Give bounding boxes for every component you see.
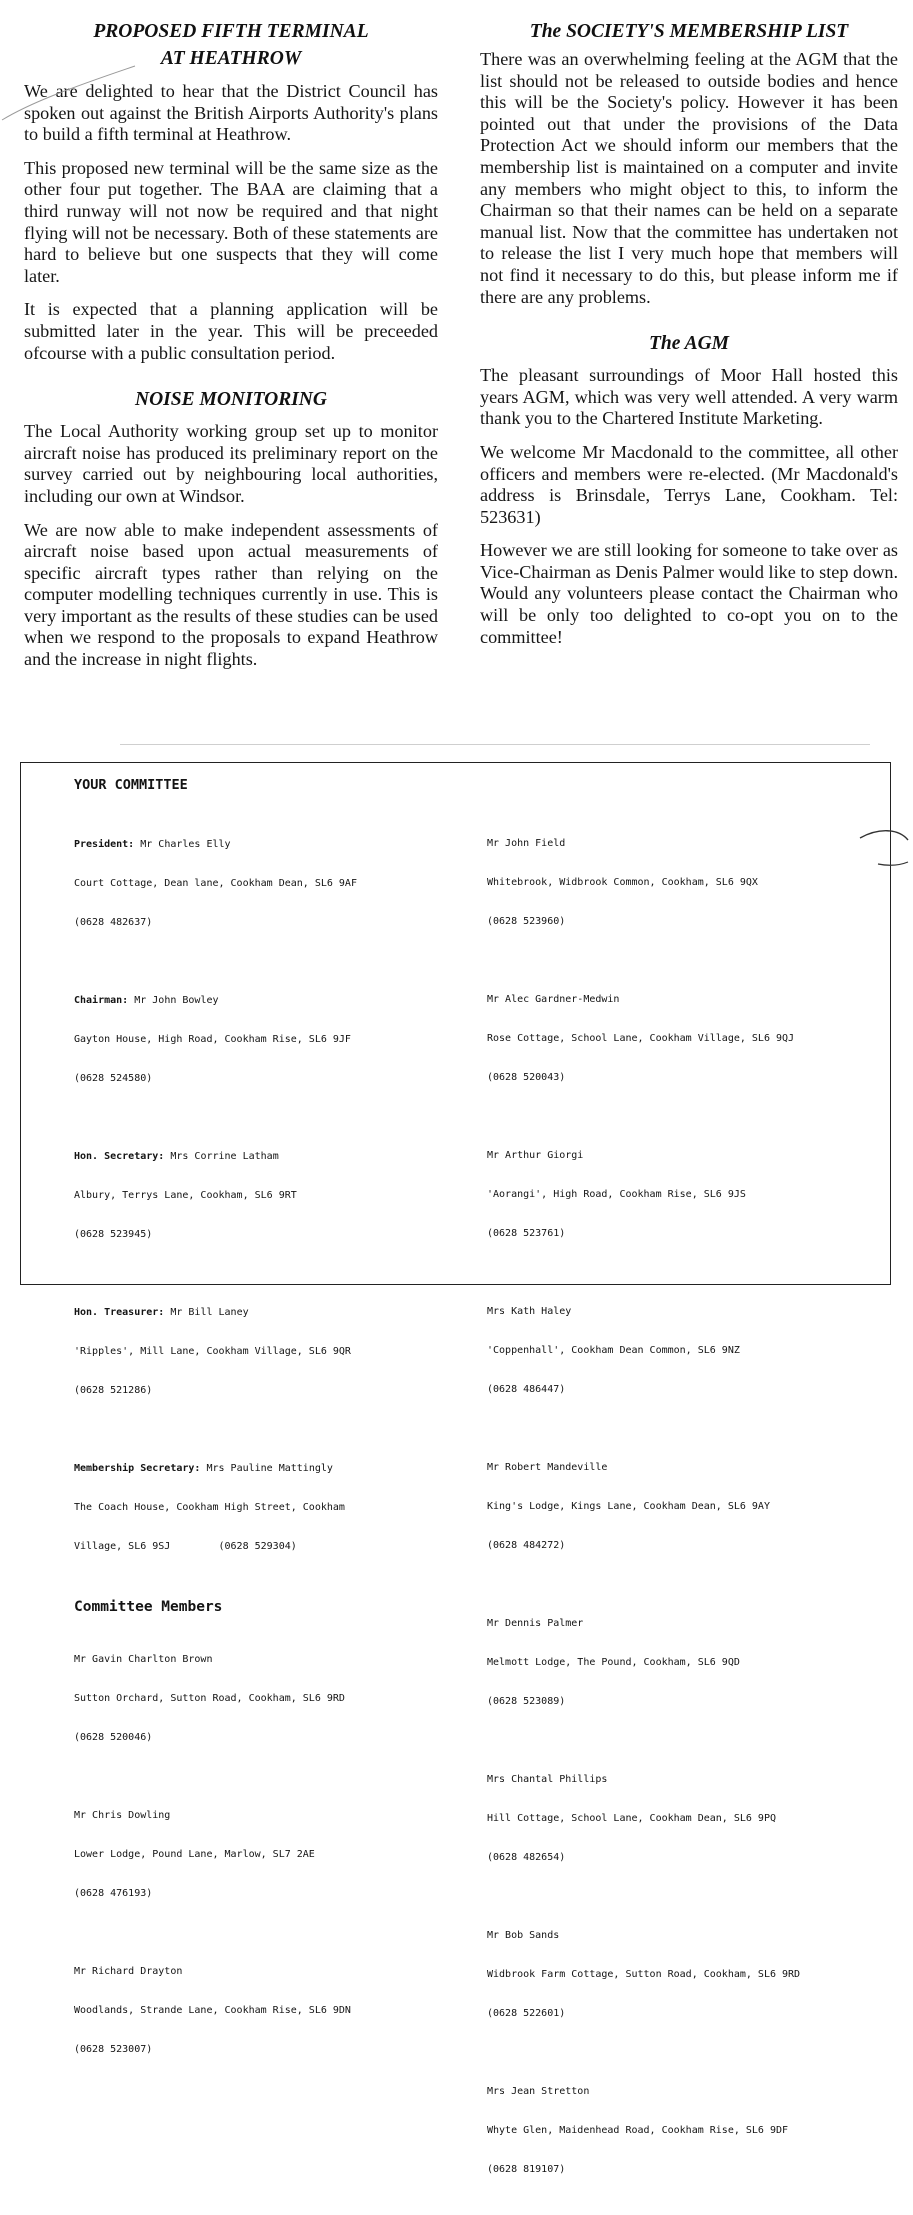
officer-role: Chairman: [74, 995, 129, 1006]
committee-title: YOUR COMMITTEE [74, 777, 188, 793]
member-name: Mr Robert Mandeville [487, 1462, 608, 1473]
member-address: Widbrook Farm Cottage, Sutton Road, Cookham, SL6 9RD [487, 1969, 801, 1980]
member-phone: (0628 523007) [74, 2044, 153, 2055]
member-phone: (0628 523089) [487, 1696, 566, 1707]
member-phone: (0628 486447) [487, 1384, 566, 1395]
officer-address: Court Cottage, Dean lane, Cookham Dean, SL6 9AF [74, 878, 357, 889]
member-phone: (0628 522601) [487, 2008, 566, 2019]
member-name: Mr Richard Drayton [74, 1966, 183, 1977]
member-name: Mrs Chantal Phillips [487, 1774, 608, 1785]
officer-entry [74, 1436, 464, 1579]
membership-list-article [480, 18, 898, 308]
member-name: Mr Chris Dowling [74, 1810, 171, 1821]
member-name: Mr Bob Sands [487, 1930, 560, 1941]
section-divider [120, 744, 870, 745]
membership-list-paragraph: There was an overwhelming feeling at the AGM that the list should not be released to outside bodies and hence this will be the Society's policy. However it has been pointed out that under the provisions of the Data Protection Act we should inform our members that the membership list is maintained on a computer and invite any members who might object to this, to inform the Chairman so that their names can be held on a separate manual list. Now that the committee has undertaken not to release the list I very much hope that members will not find it necessary to do this, but please inform me if there are any problems. [480, 49, 898, 307]
member-name: Mrs Kath Haley [487, 1306, 572, 1317]
member-entry [74, 1939, 464, 2082]
committee-box [20, 762, 891, 2175]
member-phone: (0628 520043) [487, 1072, 566, 1083]
member-address: King's Lodge, Kings Lane, Cookham Dean, SL6 9AY [487, 1501, 770, 1512]
officer-phone: (0628 524580) [74, 1073, 153, 1084]
fifth-terminal-paragraph: It is expected that a planning application will be submitted later in the year. This will be preceeded ofcourse with a public consultation period. [24, 299, 438, 363]
committee-left-column [74, 777, 464, 2095]
agm-paragraph: The pleasant surroundings of Moor Hall hosted this years AGM, which was very well attended. A very warm thank you to the Chartered Institute Marketing. [480, 365, 898, 429]
officer-phone: (0628 521286) [74, 1385, 153, 1396]
officer-entry [74, 968, 464, 1111]
officer-name: Mrs Corrine Latham [170, 1151, 279, 1162]
noise-monitoring-paragraph: We are now able to make independent assessments of aircraft noise based upon actual measurements of specific aircraft types rather than relying on the computer modelling techniques currently in use. This is very important as the results of these studies can be used when we respond to the proposals to expand Heathrow and the increase in night flights. [24, 519, 438, 670]
agm-article [480, 330, 898, 648]
officer-role: President: [74, 839, 135, 850]
member-entry [487, 1279, 877, 1422]
page-curl-mark [858, 826, 913, 876]
member-entry [487, 1591, 877, 1734]
member-address: 'Coppenhall', Cookham Dean Common, SL6 9NZ [487, 1345, 740, 1356]
fifth-terminal-title-line2: AT HEATHROW [160, 48, 302, 69]
member-name: Mr John Field [487, 838, 566, 849]
officer-role: Membership Secretary: [74, 1463, 201, 1474]
officer-address: Gayton House, High Road, Cookham Rise, SL6 9JF [74, 1034, 351, 1045]
member-entry [487, 967, 877, 1110]
member-address: Sutton Orchard, Sutton Road, Cookham, SL6 9RD [74, 1693, 345, 1704]
officer-phone: (0628 482637) [74, 917, 153, 928]
officer-role: Hon. Treasurer: [74, 1307, 165, 1318]
member-address: Whyte Glen, Maidenhead Road, Cookham Rise, SL6 9DF [487, 2125, 789, 2136]
member-name: Mrs Jean Stretton [487, 2086, 590, 2097]
officer-name: Mr Bill Laney [170, 1307, 249, 1318]
member-entry [487, 1435, 877, 1578]
committee-members-title: Committee Members [74, 1599, 223, 1615]
member-phone: (0628 484272) [487, 1540, 566, 1551]
fifth-terminal-paragraph: We are delighted to hear that the District Council has spoken out against the British Airports Authority's plans to build a fifth terminal at Heathrow. [24, 81, 438, 145]
member-phone: (0628 523960) [487, 916, 566, 927]
member-address: Woodlands, Strande Lane, Cookham Rise, SL6 9DN [74, 2005, 351, 2016]
noise-monitoring-paragraph: The Local Authority working group set up to monitor aircraft noise has produced its preliminary report on the survey carried out by neighbouring local authorities, including our own at Windsor. [24, 421, 438, 506]
member-entry [487, 811, 877, 954]
member-entry [487, 2059, 877, 2202]
member-phone: (0628 482654) [487, 1852, 566, 1863]
member-address: Melmott Lodge, The Pound, Cookham, SL6 9QD [487, 1657, 740, 1668]
membership-list-title: The SOCIETY'S MEMBERSHIP LIST [529, 21, 849, 42]
officer-entry [74, 1124, 464, 1267]
fifth-terminal-title-line1: PROPOSED FIFTH TERMINAL [93, 21, 369, 42]
member-entry [74, 1627, 464, 1770]
member-address: 'Aorangi', High Road, Cookham Rise, SL6 9JS [487, 1189, 746, 1200]
officer-entry [74, 1280, 464, 1423]
officer-name: Mr John Bowley [134, 995, 219, 1006]
member-name: Mr Gavin Charlton Brown [74, 1654, 213, 1665]
agm-paragraph: We welcome Mr Macdonald to the committee, all other officers and members were re-elected. (Mr Macdonald's address is Brinsdale, Terrys Lane, Cookham. Tel: 523631) [480, 441, 898, 527]
member-address: Whitebrook, Widbrook Common, Cookham, SL6 9QX [487, 877, 758, 888]
member-entry [487, 1123, 877, 1266]
officer-address: Albury, Terrys Lane, Cookham, SL6 9RT [74, 1190, 297, 1201]
member-phone: (0628 520046) [74, 1732, 153, 1743]
member-entry [487, 1747, 877, 1890]
member-phone: (0628 476193) [74, 1888, 153, 1899]
officer-phone: (0628 529304) [218, 1541, 297, 1552]
officer-role: Hon. Secretary: [74, 1151, 165, 1162]
officer-name: Mrs Pauline Mattingly [206, 1463, 333, 1474]
member-entry [487, 1903, 877, 2046]
officer-name: Mr Charles Elly [140, 839, 231, 850]
right-column [480, 18, 898, 660]
officer-phone: (0628 523945) [74, 1229, 153, 1240]
officer-address-line2: Village, SL6 9SJ [74, 1541, 171, 1552]
fifth-terminal-paragraph: This proposed new terminal will be the same size as the other four put together. The BAA are claiming that a third runway will not now be required and that night flying will not be necessary. Both of these statements are hard to believe but one suspects that they will come later. [24, 157, 438, 286]
agm-title: The AGM [649, 333, 729, 355]
officer-entry [74, 812, 464, 955]
member-phone: (0628 819107) [487, 2164, 566, 2175]
member-phone: (0628 523761) [487, 1228, 566, 1239]
pen-scribble-mark [0, 58, 140, 128]
member-name: Mr Dennis Palmer [487, 1618, 584, 1629]
member-address: Lower Lodge, Pound Lane, Marlow, SL7 2AE [74, 1849, 315, 1860]
member-name: Mr Alec Gardner-Medwin [487, 994, 620, 1005]
member-name: Mr Arthur Giorgi [487, 1150, 584, 1161]
committee-right-column [487, 811, 877, 2215]
officer-address: 'Ripples', Mill Lane, Cookham Village, SL6 9QR [74, 1346, 351, 1357]
member-address: Rose Cottage, School Lane, Cookham Village, SL6 9QJ [487, 1033, 795, 1044]
noise-monitoring-article [24, 386, 438, 671]
member-entry [74, 1783, 464, 1926]
officer-address: The Coach House, Cookham High Street, Cookham [74, 1502, 345, 1513]
agm-paragraph: However we are still looking for someone to take over as Vice-Chairman as Denis Palmer would like to step down. Would any volunteers please contact the Chairman who will be only too delighted to co-opt you on to the committee! [480, 540, 898, 647]
member-address: Hill Cottage, School Lane, Cookham Dean, SL6 9PQ [487, 1813, 776, 1824]
noise-monitoring-title: NOISE MONITORING [135, 389, 327, 411]
